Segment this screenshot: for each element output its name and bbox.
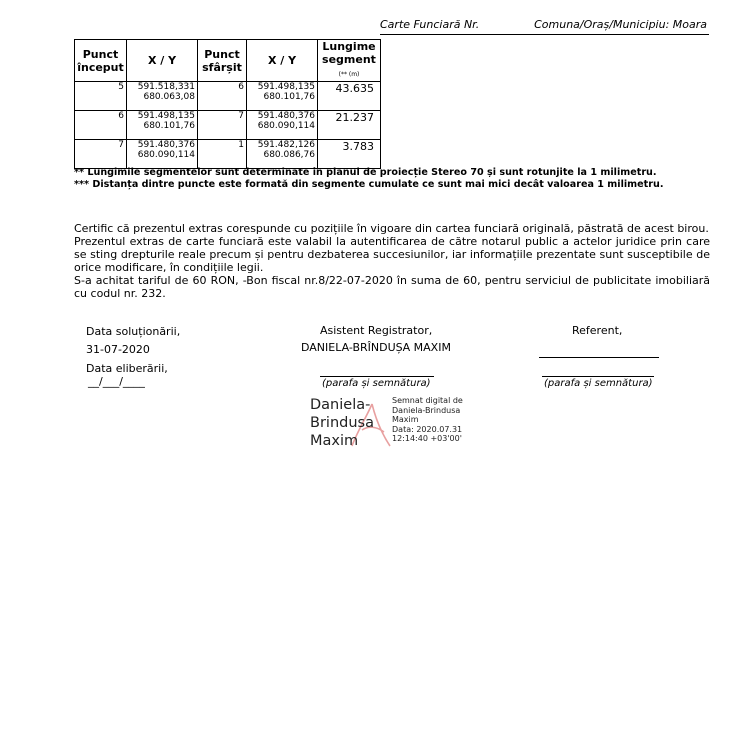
coord-y: 680.063,08	[143, 92, 195, 102]
header-length-label: Lungime segment	[322, 40, 376, 66]
header-length-note: (** (m)	[338, 71, 360, 78]
assistant-signature-line	[320, 376, 434, 377]
locality-label: Comuna/Oraș/Municipiu: Moara	[534, 18, 707, 31]
signature-info-1: Semnat digital de	[392, 396, 463, 405]
row-end-coords	[247, 140, 318, 169]
row-length: 43.635	[318, 82, 381, 111]
coord-y: 680.090,114	[257, 121, 315, 131]
row-end-coords	[247, 111, 318, 140]
header-xy-start: X / Y	[127, 40, 198, 82]
issue-date-label: Data eliberării,	[86, 362, 168, 375]
coord-x: 591.480,376	[137, 140, 195, 150]
assistant-registrar-title: Asistent Registrator,	[320, 324, 433, 337]
coord-x: 591.498,135	[137, 111, 195, 121]
signer-name-line-3: Maxim	[310, 433, 359, 449]
segments-table	[74, 39, 381, 169]
coord-x: 591.498,135	[257, 82, 315, 92]
table-notes	[74, 167, 714, 191]
referent-signature-caption: (parafa și semnătura)	[544, 378, 653, 389]
note-distance: *** Distanța dintre puncte este formată din segmente cumulate ce sunt mai mici decât valoarea 1 milimetru.	[74, 179, 664, 190]
row-start: 6	[75, 111, 127, 140]
certification-paragraph-1: Certific că prezentul extras corespunde cu pozițiile în vigoare din cartea funciară originală, păstrată de acest birou.	[74, 222, 709, 235]
resolution-date: 31-07-2020	[86, 343, 150, 356]
signature-info-5: 12:14:40 +03'00'	[392, 434, 462, 443]
table-row	[75, 111, 381, 140]
table-row	[75, 82, 381, 111]
row-start-coords	[127, 140, 198, 169]
row-end: 1	[198, 140, 247, 169]
digital-signature-stamp	[308, 394, 468, 454]
coord-x: 591.480,376	[257, 111, 315, 121]
certification-paragraph-3: S-a achitat tariful de 60 RON, -Bon fiscal nr.8/22-07-2020 în suma de 60, pentru serviciul de publicitate imobiliară cu codul nr. 232.	[74, 274, 710, 300]
issue-date-blank: __/___/____	[88, 375, 145, 388]
table-row	[75, 140, 381, 169]
table-header-row	[75, 40, 381, 82]
note-rounding: ** Lungimile segmentelor sunt determinate în planul de proiecție Stereo 70 și sunt rotunjite la 1 milimetru.	[74, 167, 657, 178]
assistant-registrar-name: DANIELA-BRÎNDUȘA MAXIM	[301, 341, 451, 354]
row-start: 5	[75, 82, 127, 111]
row-start: 7	[75, 140, 127, 169]
certification-paragraph-2: Prezentul extras de carte funciară este valabil la autentificarea de către notarul public a actelor juridice prin care se sting drepturile reale precum și pentru dezbaterea succesiunilor, iar informațiile prezentate sunt susceptibile de orice modificare, în condițiile legii.	[74, 235, 710, 274]
coord-y: 680.101,76	[143, 121, 195, 131]
coord-y: 680.101,76	[263, 92, 315, 102]
signature-info-3: Maxim	[392, 415, 419, 424]
signer-name-line-1: Daniela-	[310, 397, 371, 413]
signature-info-4: Data: 2020.07.31	[392, 424, 463, 434]
land-book-label: Carte Funciară Nr.	[380, 18, 480, 31]
row-start-coords	[127, 82, 198, 111]
header-xy-end: X / Y	[247, 40, 318, 82]
page-header	[380, 18, 709, 35]
row-end: 7	[198, 111, 247, 140]
assistant-signature-caption: (parafa și semnătura)	[322, 378, 431, 389]
row-length: 21.237	[318, 111, 381, 140]
row-end-coords	[247, 82, 318, 111]
coord-x: 591.482,126	[257, 140, 315, 150]
signer-name-block	[310, 396, 374, 450]
row-end: 6	[198, 82, 247, 111]
referent-name-line	[539, 357, 659, 358]
header-end-point: Punct sfârșit	[198, 40, 247, 82]
referent-title: Referent,	[572, 324, 623, 337]
coord-y: 680.090,114	[137, 150, 195, 160]
row-start-coords	[127, 111, 198, 140]
row-length: 3.783	[318, 140, 381, 169]
resolution-date-label: Data soluționării,	[86, 325, 181, 338]
coord-y: 680.086,76	[263, 150, 315, 160]
certification-text	[74, 222, 710, 300]
signer-name-line-2: Brindusa	[310, 415, 374, 431]
header-start-point: Punct început	[75, 40, 127, 82]
referent-signature-line	[542, 376, 654, 377]
signature-info-block	[392, 396, 463, 444]
signature-info-2: Daniela-Brindusa	[392, 405, 461, 415]
coord-x: 591.518,331	[137, 82, 195, 92]
header-length	[318, 40, 381, 82]
